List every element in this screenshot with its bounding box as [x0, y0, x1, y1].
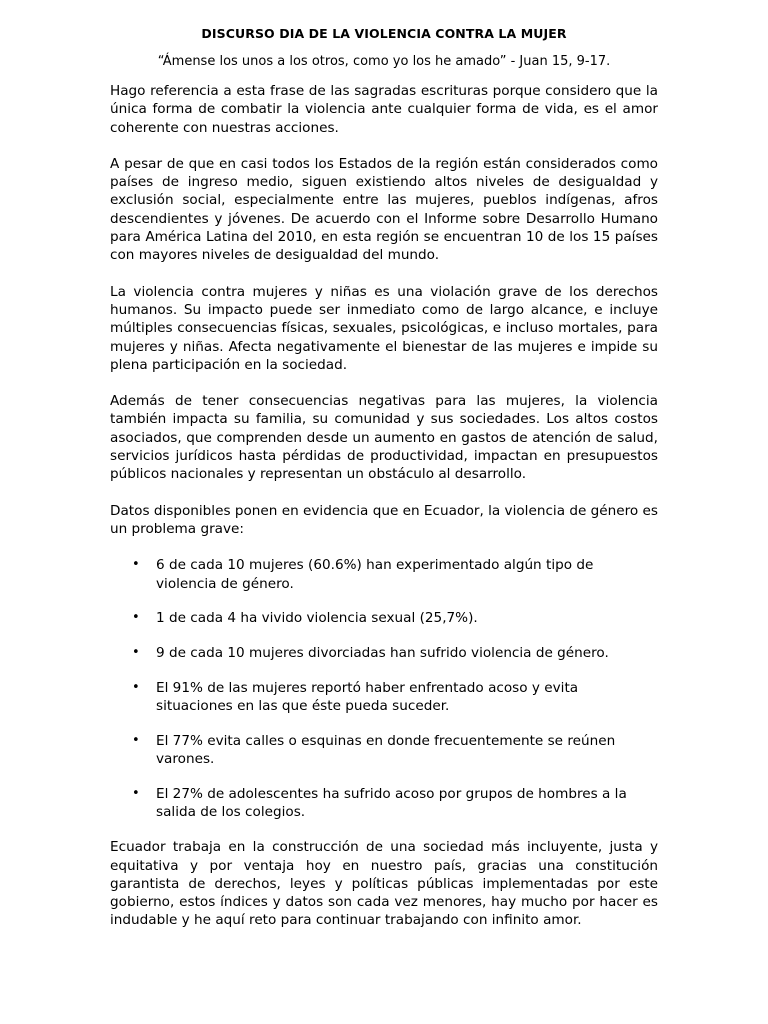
paragraph-2: A pesar de que en casi todos los Estados de la región están considerados como países de ingreso medio, siguen existiendo altos niveles de desigualdad y exclusión social, especialmente entre las mujeres, pueblos indígenas, afros descendientes y jóvenes. De acuerdo con el Informe sobre Desarrollo Humano para América Latina del 2010, en esta región se encuentran 10 de los 15 países con mayores niveles de desigualdad del mundo.	[110, 155, 658, 264]
list-item-text: 6 de cada 10 mujeres (60.6%) han experimentado algún tipo de violencia de género.	[156, 557, 594, 592]
bullet-icon: •	[132, 733, 140, 749]
statistics-list	[110, 556, 658, 821]
bullet-icon: •	[132, 645, 140, 661]
paragraph-3: La violencia contra mujeres y niñas es una violación grave de los derechos humanos. Su impacto puede ser inmediato como de largo alcance, e incluye múltiples consecuencias físicas, sexuales, psicológicas, e incluso mortales, para mujeres y niñas. Afecta negativamente el bienestar de las mujeres e impide su plena participación en la sociedad.	[110, 283, 658, 373]
list-item-text: 1 de cada 4 ha vivido violencia sexual (25,7%).	[156, 610, 478, 627]
paragraph-5: Datos disponibles ponen en evidencia que en Ecuador, la violencia de género es un problema grave:	[110, 502, 658, 537]
list-item	[110, 732, 658, 769]
paragraph-4: Además de tener consecuencias negativas para las mujeres, la violencia también impacta su familia, su comunidad y sus sociedades. Los altos costos asociados, que comprenden desde un aumento en gastos de atención de salud, servicios jurídicos hasta pérdidas de productividad, impactan en presupuestos públicos nacionales y representan un obstáculo al desarrollo.	[110, 393, 658, 483]
list-item-text: El 27% de adolescentes ha sufrido acoso por grupos de hombres a la salida de los colegios.	[156, 786, 627, 821]
list-item	[110, 644, 658, 662]
epigraph-quote: “Ámense los unos a los otros, como yo los he amado” - Juan 15, 9-17.	[157, 54, 611, 69]
paragraph-1: Hago referencia a esta frase de las sagradas escrituras porque considero que la única forma de combatir la violencia ante cualquier forma de vida, es el amor coherente con nuestras acciones.	[110, 83, 658, 136]
list-item-text: 9 de cada 10 mujeres divorciadas han sufrido violencia de género.	[156, 645, 609, 662]
list-item-text: El 91% de las mujeres reportó haber enfrentado acoso y evita situaciones en las que éste pueda suceder.	[156, 679, 579, 715]
list-item	[110, 556, 658, 593]
list-item	[110, 785, 658, 822]
bullet-icon: •	[132, 679, 140, 695]
list-item	[110, 679, 658, 716]
bullet-icon: •	[132, 610, 140, 626]
bullet-icon: •	[132, 557, 140, 573]
bullet-icon: •	[132, 786, 140, 802]
document-page	[110, 26, 658, 948]
closing-paragraph: Ecuador trabaja en la construcción de una sociedad más incluyente, justa y equitativa y por ventaja hoy en nuestro país, gracias una constitución garantista de derechos, leyes y políticas públicas implementadas por este gobierno, estos índices y datos son cada vez menores, hay mucho por hacer es indudable y he aquí reto para continuar trabajando con infinito amor.	[110, 839, 658, 929]
document-title: DISCURSO DIA DE LA VIOLENCIA CONTRA LA MUJER	[201, 26, 567, 41]
list-item	[110, 609, 658, 627]
list-item-text: El 77% evita calles o esquinas en donde frecuentemente se reúnen varones.	[156, 733, 616, 768]
